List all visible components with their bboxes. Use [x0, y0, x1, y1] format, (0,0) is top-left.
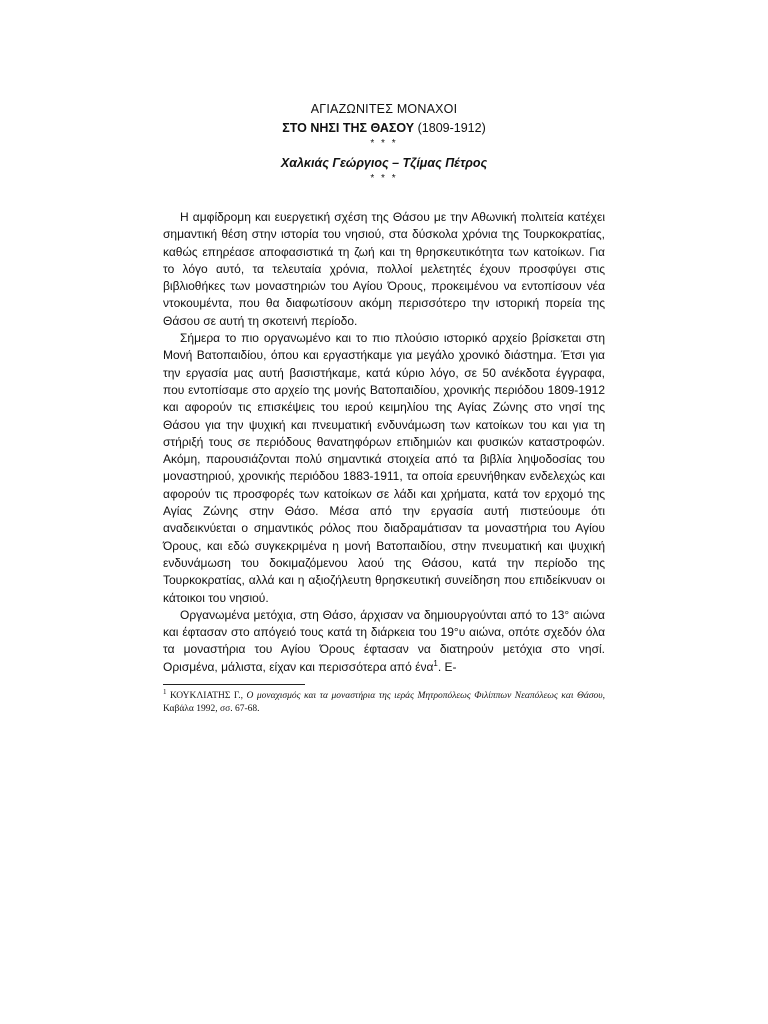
title-line-2 [163, 119, 605, 138]
separator-stars-2: * * * [370, 173, 398, 184]
footnote-author: ΚΟΥΚΛΙΑΤΗΣ Γ., [170, 691, 243, 702]
paragraph-1: Η αμφίδρομη και ευεργετική σχέση της Θάσου με την Αθωνική πολιτεία κατέχει σημαντική θέση στην ιστορία του νησιού, στα δύσκολα χρόνια της Τουρκοκρατίας, καθώς επηρέασε αποφασιστικά τη ζωή και τη θρησκευτικότητα των κατοίκων. Για το λόγο αυτό, τα τελευταία χρόνια, πολλοί μελετητές έχουν προσφύγει στις βιβλιοθήκες των μοναστηριών του Αγίου Όρους, προκειμένου να εντοπίσουν νέα ντοκουμέντα, που θα διαφωτίσουν ακόμη περισσότερο την ιστορική πορεία της Θάσου σε αυτή τη σκοτεινή περίοδο. [163, 210, 605, 328]
title-years: (1809-1912) [417, 121, 486, 135]
title-main: ΣΤΟ ΝΗΣΙ ΤΗΣ ΘΑΣΟΥ [282, 121, 415, 135]
paragraph-3 [163, 607, 605, 676]
title-line-1: ΑΓΙΑΖΩΝΙΤΕΣ ΜΟΝΑΧΟΙ [310, 102, 458, 116]
title-block [163, 100, 605, 185]
body-text [163, 209, 605, 676]
paragraph-3-text: Οργανωμένα μετόχια, στη Θάσο, άρχισαν να δημιουργούνται από το 13° αιώνα και έφτασαν στο απόγειό τους κατά τη διάρκεια του 19°υ αιώνα, οπότε σχεδόν όλα τα μοναστήρια του Αγίου Όρους έφτασαν να διατηρούν μετόχια στο νησί. Ορισμένα, μάλιστα, είχαν και περισσότερα από ένα [163, 607, 605, 674]
footnote-title: Ο μοναχισμός και τα μοναστήρια της ιεράς Μητροπόλεως Φιλίππων Νεαπόλεως και Θάσου [246, 691, 603, 702]
footnote [163, 687, 605, 716]
footnote-number: 1 [163, 687, 167, 696]
separator-stars: * * * [370, 138, 398, 149]
footnote-divider [163, 684, 305, 685]
paragraph-2: Σήμερα το πιο οργανωμένο και το πιο πλούσιο ιστορικό αρχείο βρίσκεται στη Μονή Βατοπαιδίου, όπου και εργαστήκαμε για μεγάλο χρονικό διάστημα. Έτσι για την εργασία μας αυτή βασιστήκαμε, κατά κύριο λόγο, σε 50 ανέκδοτα έγγραφα, που εντοπίσαμε στο αρχείο της μονής Βατοπαιδίου, χρονικής περιόδου 1809-1912 και αφορούν τις επισκέψεις του ιερού κειμηλίου της Αγίας Ζώνης στο νησί της Θάσου για την ψυχική και πνευματική ενδυνάμωση των κατοίκων του και για τη στήριξή τους σε περιόδους θανατηφόρων επιδημιών και φυσικών καταστροφών. Ακόμη, παρουσιάζονται πολύ σημαντικά στοιχεία από τα βιβλία ληψοδοσίας του μοναστηριού, χρονικής περιόδου 1883-1911, τα οποία ερευνήθηκαν ενδελεχώς και αφορούν τις προσφορές των κατοίκων σε λάδι και χρήματα, κατά τον ερχομό της Αγίας Ζώνης στην Θάσο. Μέσα από την εργασία αυτή πιστεύουμε ότι αναδεικνύεται ο σημαντικός ρόλος που διαδραμάτισαν τα μοναστήρια του Αγίου Όρους, και εδώ συγκεκριμένα η μονή Βατοπαιδίου, στην πνευματική και ψυχική ενδυνάμωση του δοκιμαζόμενου λαού της Θάσου, κατά την περίοδο της Τουρκοκρατίας, αλλά και η αξιοζήλευτη θρησκευτική συνείδηση που επιδείκνυαν οι κάτοικοι του νησιού. [163, 331, 605, 605]
footnote-reference[interactable]: 1 [433, 658, 438, 668]
footnote-rest: , Καβάλα 1992, σσ. 67-68. [163, 691, 605, 715]
document-page [163, 100, 605, 716]
paragraph-3-tail: . Ε- [437, 659, 457, 674]
authors-line: Χαλκιάς Γεώργιος – Τζίμας Πέτρος [280, 156, 488, 170]
